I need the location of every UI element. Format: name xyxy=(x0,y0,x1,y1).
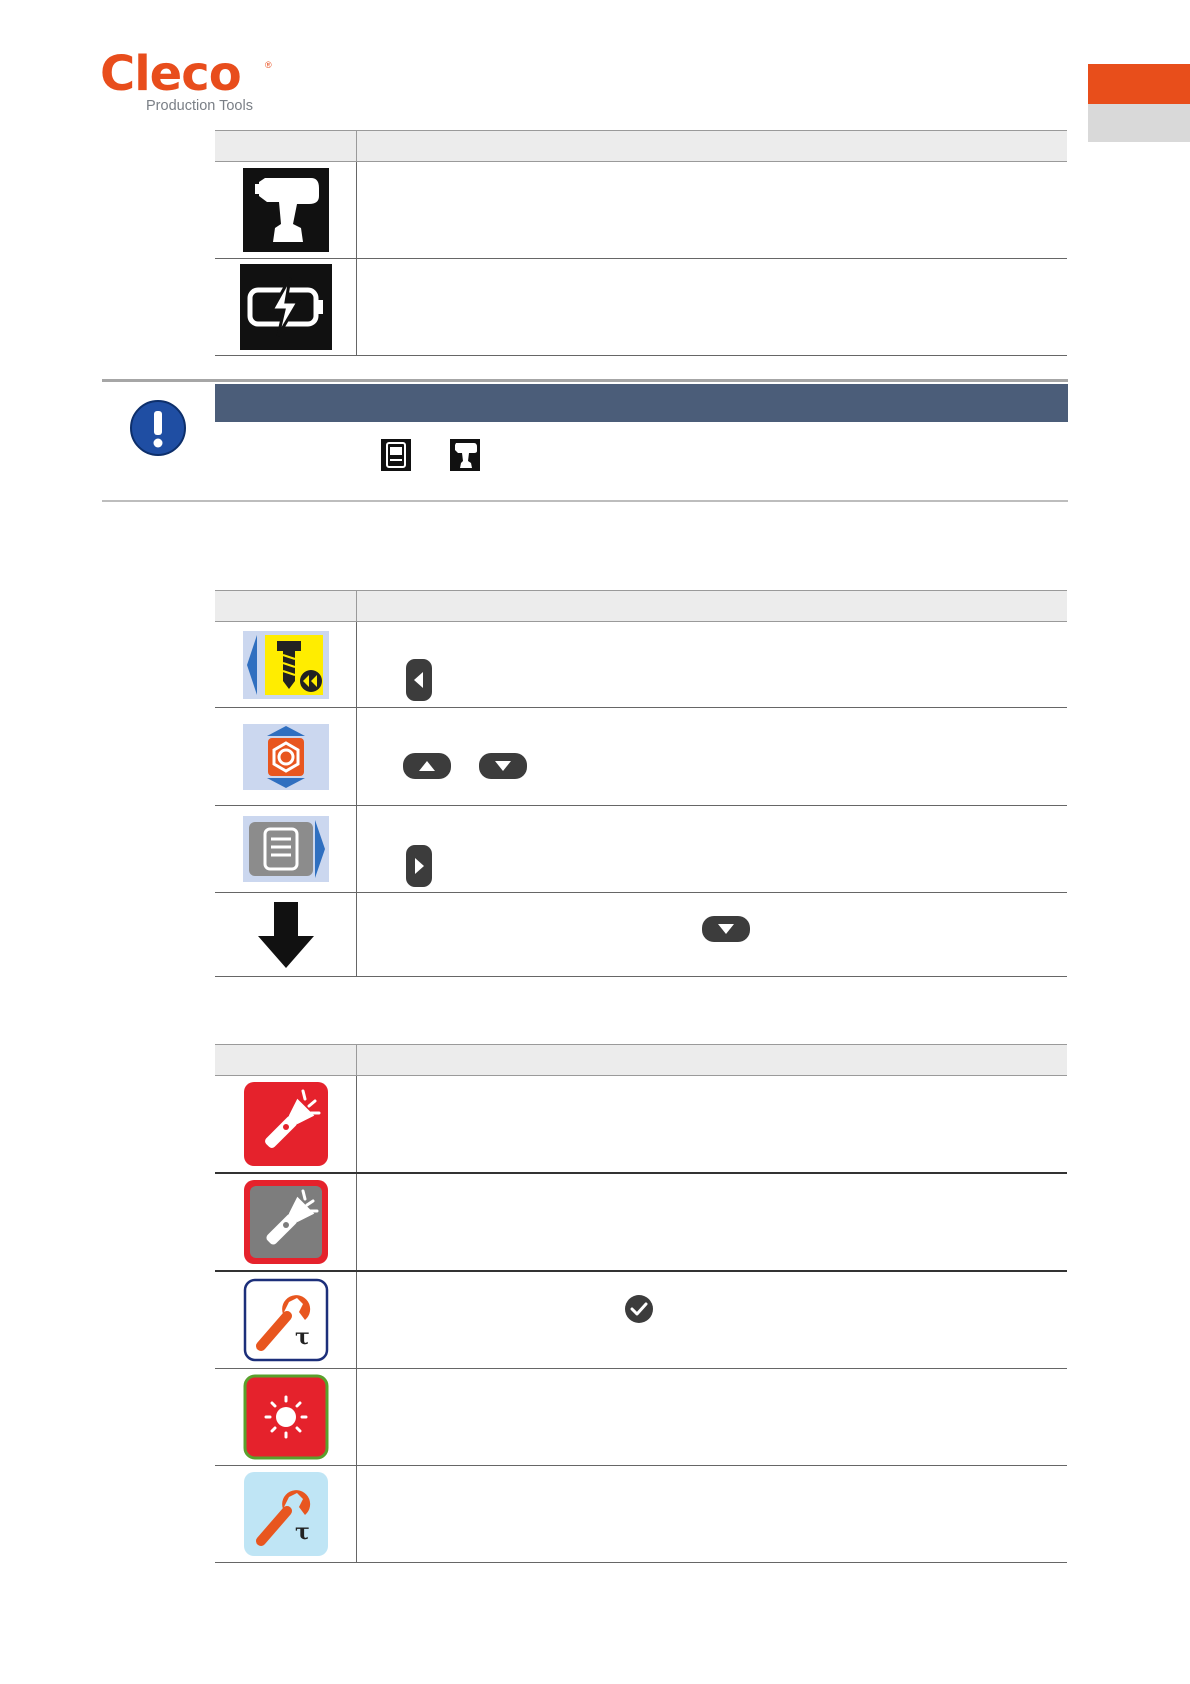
battery-charging-icon xyxy=(240,264,332,350)
wrench-torque-lightblue-icon xyxy=(243,1471,329,1557)
cleco-logo xyxy=(100,46,290,118)
table-1 xyxy=(215,130,1067,356)
checkmark-icon xyxy=(624,1294,654,1324)
table-row xyxy=(215,259,1067,356)
exclamation-icon xyxy=(129,399,187,457)
flashlight-red-icon xyxy=(243,1081,329,1167)
down-key-icon xyxy=(478,752,528,780)
table-row xyxy=(215,893,1067,977)
controller-icon xyxy=(381,439,411,471)
chapter-tab-inactive xyxy=(1088,104,1190,142)
table-row xyxy=(215,622,1067,708)
menu-list-nav-icon xyxy=(243,816,329,882)
right-key-icon xyxy=(405,844,433,888)
notice-block xyxy=(102,379,1068,502)
table-row xyxy=(215,806,1067,893)
svg-text:τ: τ xyxy=(294,1324,310,1350)
table-header xyxy=(215,1044,1067,1076)
table-row xyxy=(215,708,1067,806)
logo-registered-mark: ® xyxy=(265,60,272,70)
logo-subtitle: Production Tools xyxy=(146,98,253,114)
table-row xyxy=(215,1174,1067,1272)
tool-icon xyxy=(243,168,329,252)
tool-icon xyxy=(450,439,480,471)
left-key-icon xyxy=(405,658,433,702)
table-row xyxy=(215,1076,1067,1174)
table-row xyxy=(215,1272,1067,1369)
up-key-icon xyxy=(402,752,452,780)
table-3 xyxy=(215,1044,1067,1563)
table-row xyxy=(215,1369,1067,1466)
down-arrow-icon xyxy=(256,900,316,970)
table-header xyxy=(215,130,1067,162)
table-2 xyxy=(215,590,1067,977)
notice-header-bar xyxy=(215,384,1068,422)
screw-reverse-nav-icon xyxy=(243,631,329,699)
table-row xyxy=(215,1466,1067,1563)
wrench-torque-outline-icon xyxy=(243,1278,329,1362)
down-key-icon xyxy=(701,915,751,943)
table-row xyxy=(215,162,1067,259)
flashlight-grey-icon xyxy=(243,1179,329,1265)
nut-up-down-icon xyxy=(243,724,329,790)
table-header xyxy=(215,590,1067,622)
logo-wordmark: Cleco xyxy=(100,46,241,102)
svg-text:τ: τ xyxy=(294,1519,310,1545)
chapter-tab-active xyxy=(1088,64,1190,104)
sun-red-icon xyxy=(243,1374,329,1460)
